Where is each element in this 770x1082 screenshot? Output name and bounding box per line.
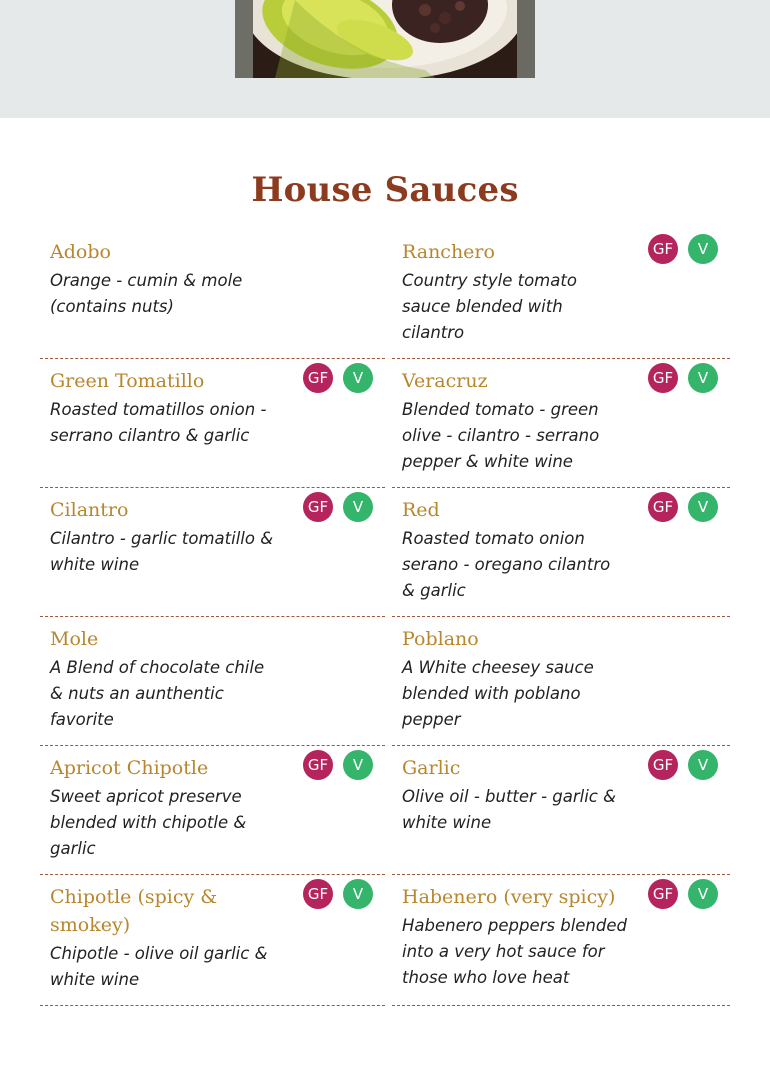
sauce-description: Habenero peppers blended into a very hot sauce for those who love heat [402, 916, 627, 987]
gluten-free-badge: GF [303, 492, 333, 522]
sauce-name: Apricot Chipotle [50, 757, 209, 779]
sauce-menu-grid [40, 230, 730, 1006]
dietary-badges [648, 363, 718, 393]
vegan-badge: V [688, 750, 718, 780]
menu-row [40, 875, 730, 1006]
dietary-badges [648, 492, 718, 522]
sauce-description: Olive oil - butter - garlic & white wine [402, 787, 616, 832]
sauce-description: Orange - cumin & mole (contains nuts) [50, 271, 243, 316]
sauce-item [392, 746, 730, 875]
sauce-item [392, 230, 730, 359]
menu-row [40, 230, 730, 359]
sauce-name: Cilantro [50, 499, 129, 521]
dietary-badges [648, 234, 718, 264]
sauce-item [392, 359, 730, 488]
sauce-name: Red [402, 499, 440, 521]
sauce-description: Sweet apricot preserve blended with chipotle & garlic [50, 787, 247, 858]
vegan-badge: V [688, 234, 718, 264]
gluten-free-badge: GF [648, 879, 678, 909]
sauce-description: Roasted tomatillos onion - serrano cilantro & garlic [50, 400, 267, 445]
sauce-description: A Blend of chocolate chile & nuts an aunthentic favorite [50, 658, 265, 729]
menu-row [40, 746, 730, 875]
vegan-badge: V [688, 363, 718, 393]
menu-row [40, 359, 730, 488]
dietary-badges [648, 750, 718, 780]
section-title: House Sauces [251, 170, 519, 210]
dietary-badges [303, 492, 373, 522]
sauce-name: Poblano [402, 628, 479, 650]
sauce-item [40, 875, 385, 1006]
gluten-free-badge: GF [303, 363, 333, 393]
vegan-badge: V [688, 492, 718, 522]
sauce-item [40, 359, 385, 488]
gluten-free-badge: GF [648, 363, 678, 393]
sauce-description: A White cheesey sauce blended with poblano pepper [402, 658, 594, 729]
sauce-description: Country style tomato sauce blended with cilantro [402, 271, 577, 342]
sauce-item [40, 746, 385, 875]
food-photo [235, 0, 535, 78]
vegan-badge: V [343, 363, 373, 393]
dietary-badges [303, 363, 373, 393]
dietary-badges [303, 879, 373, 909]
sauce-name: Ranchero [402, 241, 495, 263]
gluten-free-badge: GF [648, 492, 678, 522]
vegan-badge: V [343, 879, 373, 909]
sauce-description: Blended tomato - green olive - cilantro - serrano pepper & white wine [402, 400, 600, 471]
sauce-description: Cilantro - garlic tomatillo & white wine [50, 529, 274, 574]
sauce-name: Green Tomatillo [50, 370, 205, 392]
sauce-name: Chipotle (spicy & smokey) [50, 886, 218, 936]
sauce-name: Mole [50, 628, 99, 650]
menu-row [40, 488, 730, 617]
sauce-name: Habenero (very spicy) [402, 886, 616, 908]
vegan-badge: V [343, 492, 373, 522]
sauce-item [392, 488, 730, 617]
sauce-item [392, 875, 730, 1006]
vegan-badge: V [688, 879, 718, 909]
sauce-item [40, 230, 385, 359]
sauce-item [40, 488, 385, 617]
menu-row [40, 617, 730, 746]
gluten-free-badge: GF [648, 234, 678, 264]
gluten-free-badge: GF [648, 750, 678, 780]
dietary-badges [648, 879, 718, 909]
sauce-item [392, 617, 730, 746]
gluten-free-badge: GF [303, 750, 333, 780]
sauce-name: Veracruz [402, 370, 488, 392]
sauce-name: Garlic [402, 757, 461, 779]
gluten-free-badge: GF [303, 879, 333, 909]
sauce-description: Roasted tomato onion serano - oregano cilantro & garlic [402, 529, 611, 600]
sauce-description: Chipotle - olive oil garlic & white wine [50, 944, 268, 989]
vegan-badge: V [343, 750, 373, 780]
dietary-badges [303, 750, 373, 780]
sauce-item [40, 617, 385, 746]
sauce-name: Adobo [50, 241, 111, 263]
